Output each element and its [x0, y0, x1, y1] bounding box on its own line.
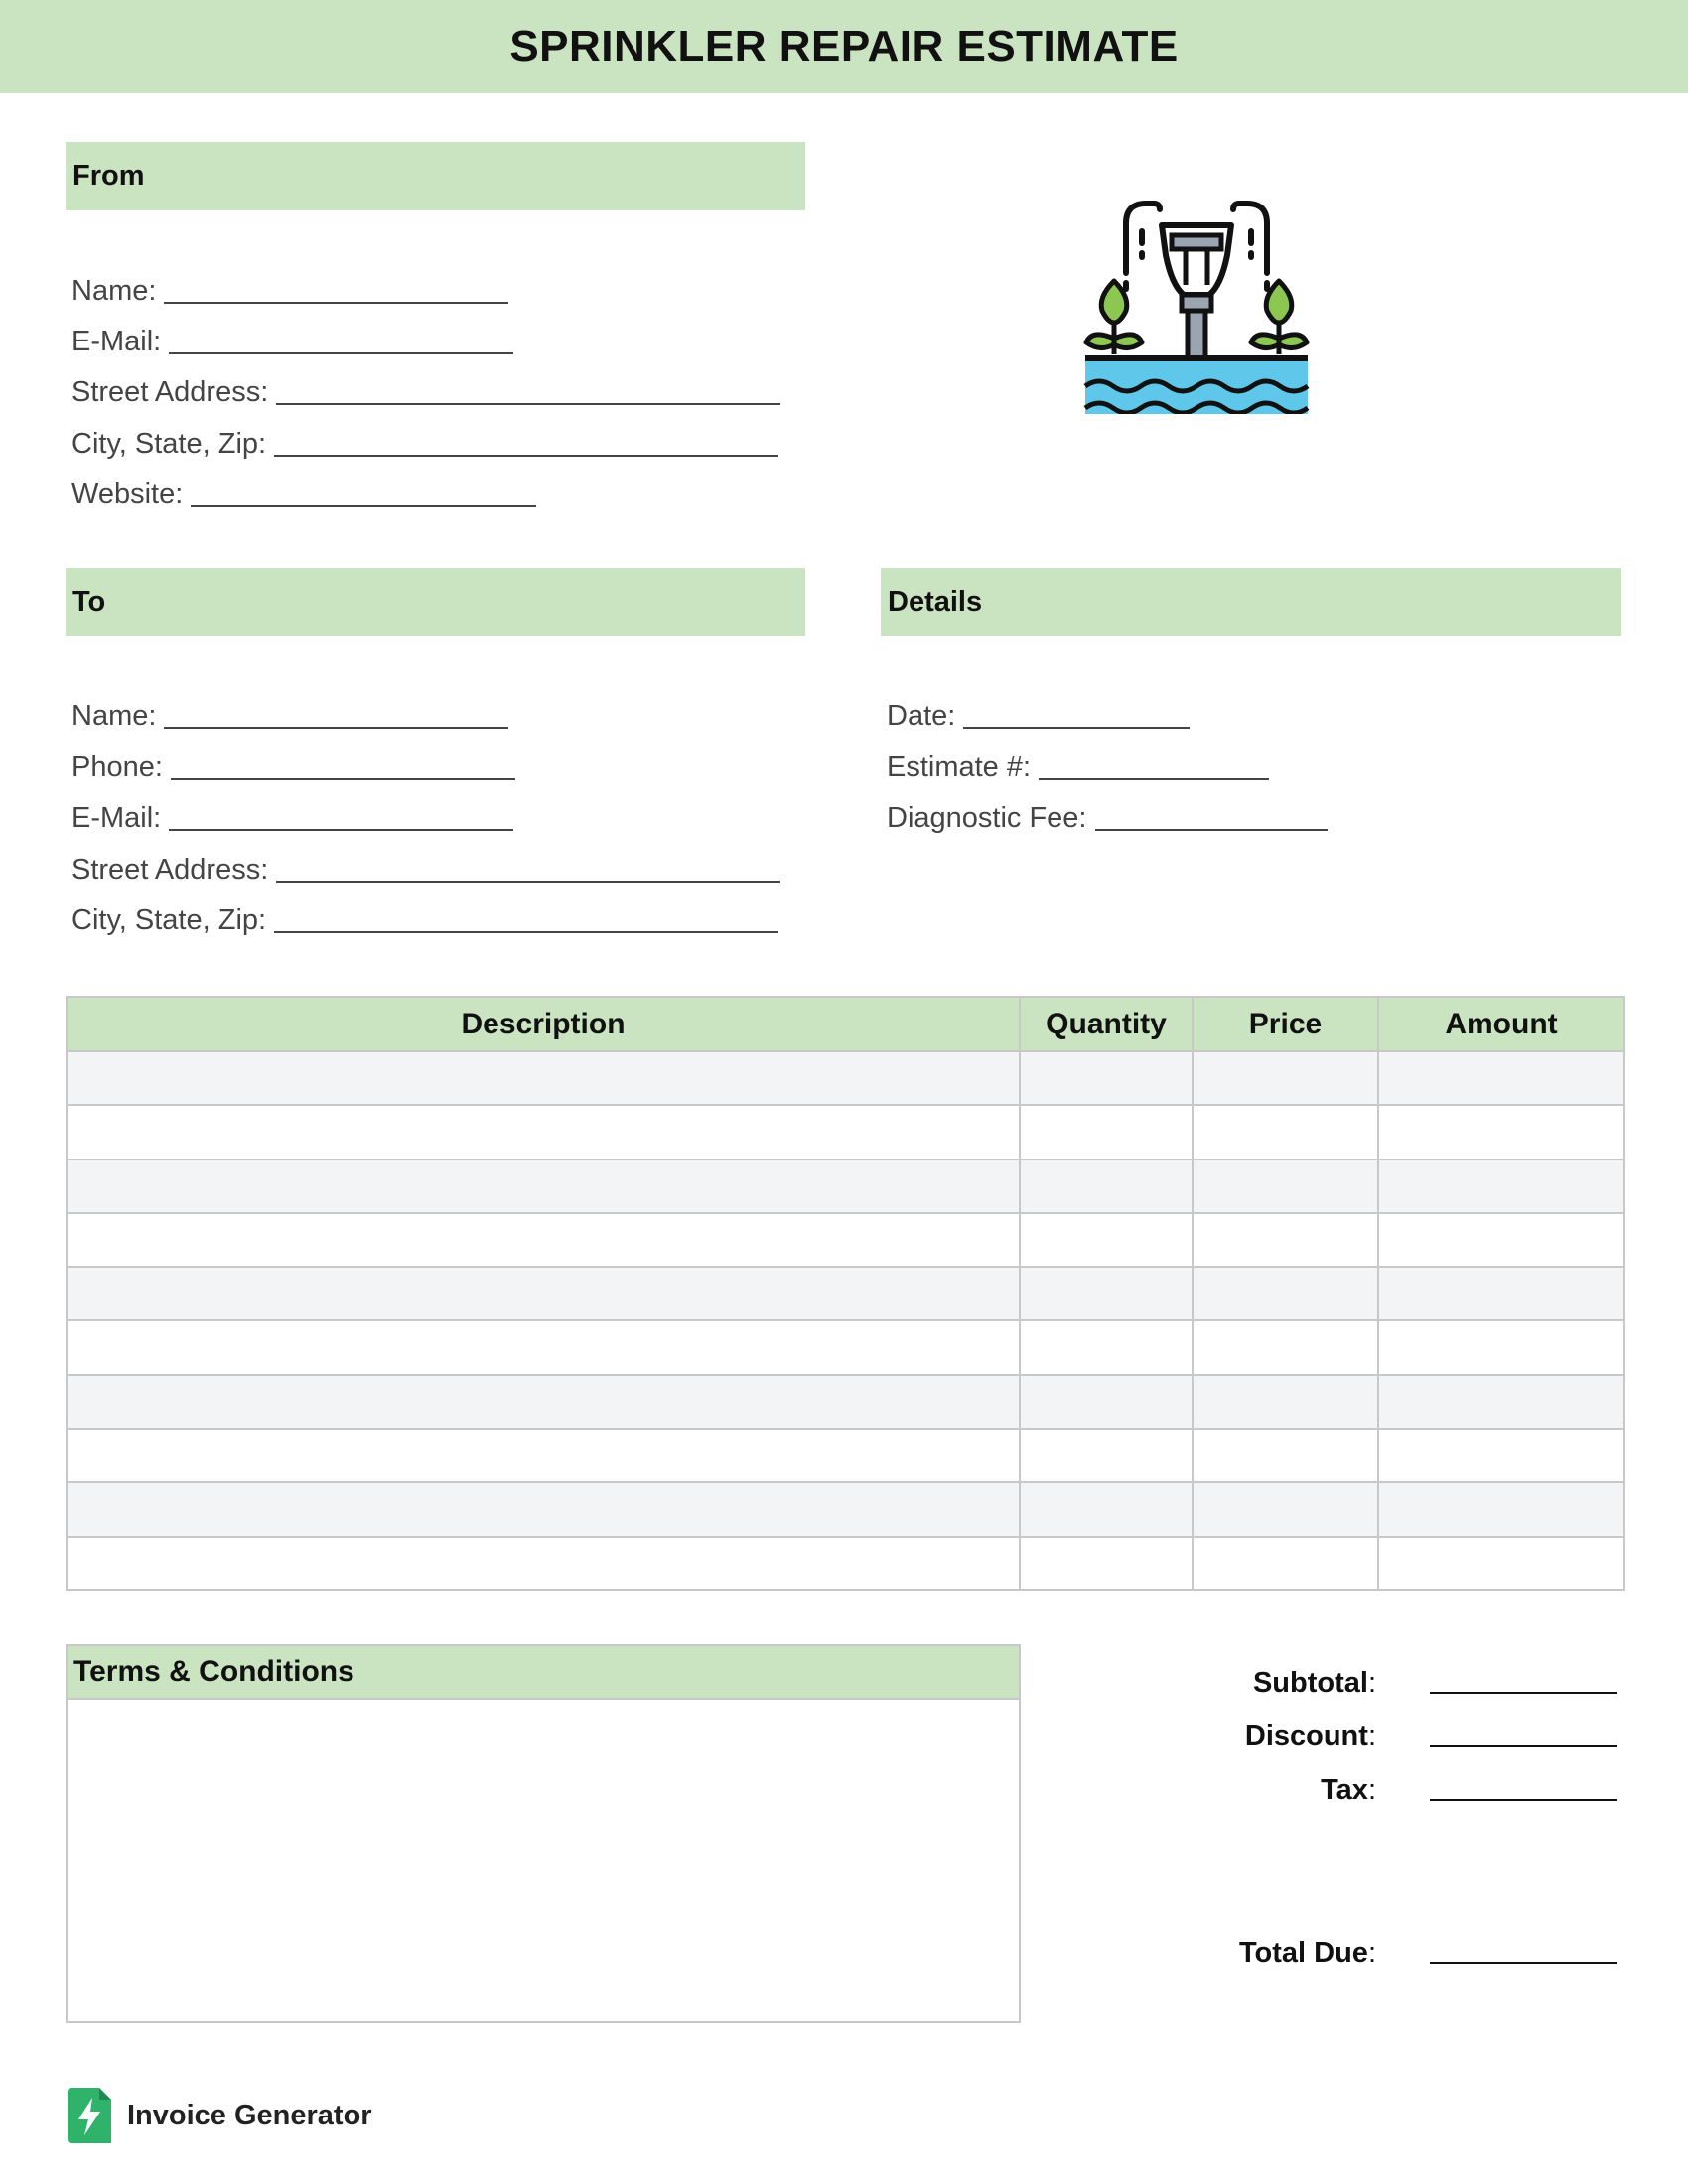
field-label: Estimate #: [887, 751, 1032, 783]
field-label: Name: [71, 275, 157, 307]
subtotal-text: Subtotal [1252, 1667, 1368, 1699]
amount-cell[interactable] [1378, 1320, 1624, 1374]
subtotal-line [1430, 1692, 1617, 1694]
to-heading: To [66, 568, 805, 636]
from-heading: From [66, 142, 805, 210]
field-label: E-Mail: [71, 326, 162, 357]
description-cell[interactable] [67, 1375, 1020, 1429]
quantity-cell[interactable] [1020, 1213, 1193, 1267]
description-cell[interactable] [67, 1482, 1020, 1536]
price-cell[interactable] [1193, 1105, 1378, 1159]
quantity-cell[interactable] [1020, 1320, 1193, 1374]
details-date-field[interactable] [887, 685, 1190, 731]
from-email-field[interactable] [71, 311, 513, 356]
field-label: Name: [71, 700, 157, 732]
table-row [67, 1482, 1624, 1536]
column-header-amount: Amount [1378, 997, 1624, 1051]
from-website-field[interactable] [71, 464, 536, 509]
field-line [963, 727, 1190, 729]
field-label: Website: [71, 478, 184, 510]
tax-line [1430, 1799, 1617, 1801]
column-header-description: Description [67, 997, 1020, 1051]
field-label: City, State, Zip: [71, 428, 267, 460]
tax-text: Tax [1321, 1774, 1368, 1806]
subtotal-row[interactable] [1192, 1652, 1620, 1698]
price-cell[interactable] [1193, 1051, 1378, 1105]
column-header-price: Price [1193, 997, 1378, 1051]
description-cell[interactable] [67, 1213, 1020, 1267]
description-cell[interactable] [67, 1537, 1020, 1590]
quantity-cell[interactable] [1020, 1160, 1193, 1213]
description-cell[interactable] [67, 1429, 1020, 1482]
table-row [67, 1267, 1624, 1320]
field-line [1039, 778, 1269, 780]
field-label: Phone: [71, 751, 163, 783]
quantity-cell[interactable] [1020, 1537, 1193, 1590]
amount-cell[interactable] [1378, 1429, 1624, 1482]
field-line [274, 931, 778, 933]
total-due-line [1430, 1962, 1617, 1964]
price-cell[interactable] [1193, 1429, 1378, 1482]
to-phone-field[interactable] [71, 737, 515, 782]
table-row [67, 1213, 1624, 1267]
table-row [67, 1429, 1624, 1482]
to-city-field[interactable] [71, 889, 778, 935]
table-header-row [67, 997, 1624, 1051]
brand[interactable] [68, 2088, 372, 2143]
field-label: Diagnostic Fee: [887, 802, 1087, 834]
terms-heading: Terms & Conditions [68, 1646, 1019, 1700]
price-cell[interactable] [1193, 1482, 1378, 1536]
discount-text: Discount [1244, 1720, 1368, 1752]
to-street-field[interactable] [71, 839, 780, 885]
description-cell[interactable] [67, 1051, 1020, 1105]
field-line [169, 829, 513, 831]
from-street-field[interactable] [71, 361, 780, 407]
quantity-cell[interactable] [1020, 1375, 1193, 1429]
discount-label [1192, 1722, 1376, 1751]
title-bar [0, 0, 1688, 93]
description-cell[interactable] [67, 1160, 1020, 1213]
field-label: Street Address: [71, 376, 269, 408]
to-name-field[interactable] [71, 685, 508, 731]
price-cell[interactable] [1193, 1320, 1378, 1374]
price-cell[interactable] [1193, 1537, 1378, 1590]
total-due-row[interactable] [1192, 1922, 1620, 1968]
field-line [1095, 829, 1329, 831]
subtotal-label [1192, 1669, 1376, 1698]
quantity-cell[interactable] [1020, 1267, 1193, 1320]
colon: : [1367, 1937, 1376, 1969]
amount-cell[interactable] [1378, 1375, 1624, 1429]
lightning-bolt-icon [68, 2088, 111, 2143]
details-heading: Details [881, 568, 1621, 636]
details-fee-field[interactable] [887, 787, 1328, 833]
total-due-text: Total Due [1238, 1937, 1368, 1969]
discount-row[interactable] [1192, 1706, 1620, 1751]
quantity-cell[interactable] [1020, 1105, 1193, 1159]
amount-cell[interactable] [1378, 1051, 1624, 1105]
table-row [67, 1375, 1624, 1429]
price-cell[interactable] [1193, 1267, 1378, 1320]
field-line [276, 881, 780, 883]
price-cell[interactable] [1193, 1160, 1378, 1213]
items-table [66, 996, 1625, 1591]
details-estimate-field[interactable] [887, 737, 1269, 782]
field-line [171, 778, 515, 780]
field-label: City, State, Zip: [71, 904, 267, 936]
field-label: Date: [887, 700, 956, 732]
table-row [67, 1160, 1624, 1213]
brand-name: Invoice Generator [127, 2099, 372, 2131]
field-line [274, 455, 778, 457]
from-city-field[interactable] [71, 413, 778, 459]
total-due-label [1192, 1939, 1376, 1968]
field-line [191, 505, 536, 507]
table-row [67, 1537, 1624, 1590]
description-cell[interactable] [67, 1105, 1020, 1159]
amount-cell[interactable] [1378, 1160, 1624, 1213]
table-row [67, 1105, 1624, 1159]
terms-box[interactable] [66, 1644, 1021, 2023]
description-cell[interactable] [67, 1267, 1020, 1320]
table-row [67, 1320, 1624, 1374]
field-label: Street Address: [71, 854, 269, 886]
colon: : [1367, 1720, 1376, 1752]
colon: : [1367, 1667, 1376, 1699]
quantity-cell[interactable] [1020, 1051, 1193, 1105]
field-label: E-Mail: [71, 802, 162, 834]
table-row [67, 1051, 1624, 1105]
from-name-field[interactable] [71, 260, 508, 306]
field-line [164, 727, 508, 729]
page-title: SPRINKLER REPAIR ESTIMATE [509, 22, 1179, 70]
amount-cell[interactable] [1378, 1213, 1624, 1267]
tax-label [1192, 1776, 1376, 1805]
amount-cell[interactable] [1378, 1482, 1624, 1536]
sprinkler-icon [1082, 194, 1311, 432]
discount-line [1430, 1745, 1617, 1747]
quantity-cell[interactable] [1020, 1482, 1193, 1536]
table-body [67, 1051, 1624, 1590]
amount-cell[interactable] [1378, 1267, 1624, 1320]
price-cell[interactable] [1193, 1213, 1378, 1267]
description-cell[interactable] [67, 1320, 1020, 1374]
tax-row[interactable] [1192, 1759, 1620, 1805]
colon: : [1367, 1774, 1376, 1806]
field-line [276, 403, 780, 405]
column-header-quantity: Quantity [1020, 997, 1193, 1051]
field-line [164, 302, 508, 304]
amount-cell[interactable] [1378, 1105, 1624, 1159]
to-email-field[interactable] [71, 787, 513, 833]
field-line [169, 352, 513, 354]
quantity-cell[interactable] [1020, 1429, 1193, 1482]
price-cell[interactable] [1193, 1375, 1378, 1429]
amount-cell[interactable] [1378, 1537, 1624, 1590]
